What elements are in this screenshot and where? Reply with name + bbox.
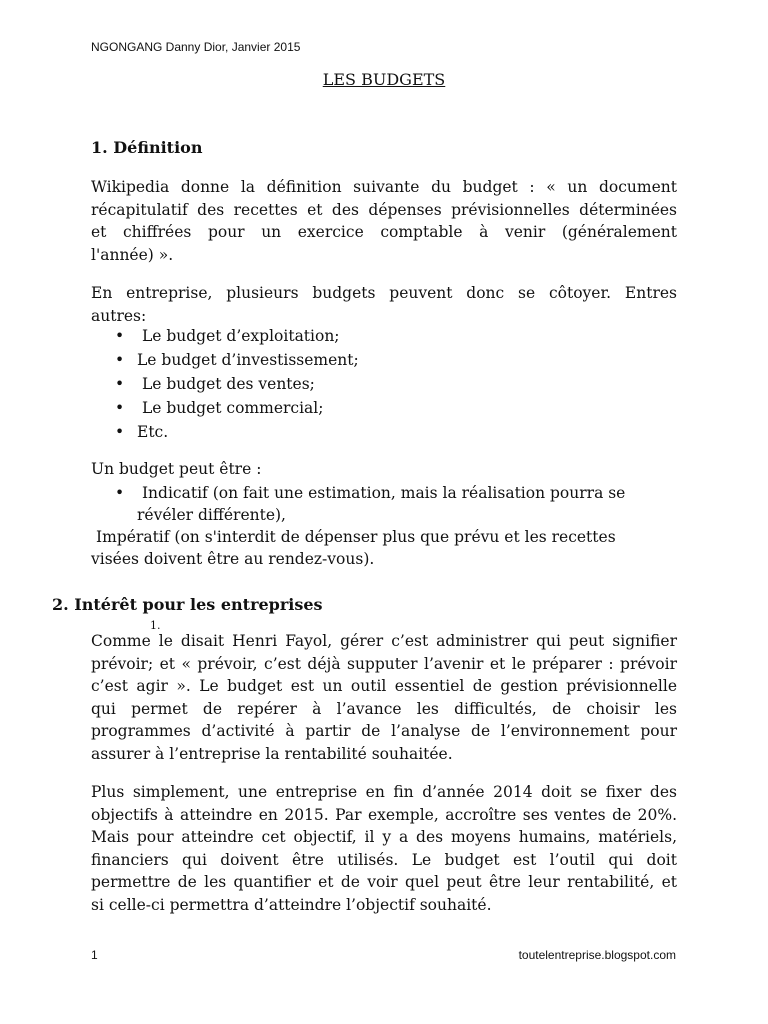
- text-line: Wikipedia donne la définition suivante du budget : « un document: [91, 178, 677, 196]
- page-title: LES BUDGETS: [322, 70, 446, 89]
- text-line: visées doivent être au rendez-vous).: [91, 550, 375, 568]
- text-line: et chiffrées pour un exercice comptable à venir (généralement: [91, 223, 677, 241]
- section-heading-interet: 2. Intérêt pour les entreprises: [52, 595, 323, 614]
- list-item: • Indicatif (on fait une estimation, mais la réalisation pourra se: [115, 484, 626, 502]
- list-item: • Le budget d’exploitation;: [115, 324, 359, 348]
- text-line: c’est agir ». Le budget est un outil essentiel de gestion prévisionnelle: [91, 677, 677, 695]
- list-item: • Le budget des ventes;: [115, 372, 359, 396]
- budget-nature-intro: [91, 458, 677, 481]
- footer-url: toutelentreprise.blogspot.com: [518, 948, 676, 962]
- list-item: • Le budget commercial;: [115, 396, 359, 420]
- text-line: qui permet de repérer à l’avance les difficultés, de choisir les: [91, 699, 677, 718]
- list-number: 1.: [150, 619, 161, 632]
- fayol-paragraph: [91, 630, 677, 765]
- bullet-icon: •: [115, 399, 125, 417]
- text-line: prévoir; et « prévoir, c’est déjà supputer l’avenir et le préparer : prévoir: [91, 654, 677, 673]
- example-paragraph: [91, 781, 677, 916]
- text-line: récapitulatif des recettes et des dépenses prévisionnelles déterminées: [91, 200, 677, 219]
- bullet-icon: •: [115, 375, 125, 393]
- text-line: l'année) ».: [91, 245, 174, 264]
- text-line: programmes d’activité à partir de l’analyse de l’environnement pour: [91, 722, 677, 740]
- text-line: financiers qui doivent être utilisés. Le budget est l’outil qui doit: [91, 850, 677, 869]
- text-line: Impératif (on s'interdit de dépenser plus que prévu et les recettes: [96, 528, 616, 546]
- text-line: autres:: [91, 306, 147, 325]
- list-item: • Etc.: [115, 420, 359, 444]
- budget-types-list: [115, 324, 359, 444]
- text-line: objectifs à atteindre en 2015. Par exemple, accroître ses ventes de 20%.: [91, 805, 677, 824]
- bullet-icon: •: [115, 423, 125, 441]
- text-line: assurer à l’entreprise la rentabilité souhaitée.: [91, 744, 453, 763]
- imperatif-paragraph: [96, 526, 682, 549]
- budgets-intro-paragraph: [91, 282, 677, 327]
- page-header: NGONGANG Danny Dior, Janvier 2015: [91, 40, 301, 54]
- definition-paragraph: [91, 176, 677, 266]
- text-line: si celle-ci permettra d’atteindre l’objectif souhaité.: [91, 895, 492, 914]
- imperatif-paragraph-cont: [91, 548, 677, 571]
- page-number: 1: [91, 948, 98, 962]
- bullet-icon: •: [115, 351, 125, 369]
- bullet-icon: •: [115, 327, 125, 345]
- text-line: Plus simplement, une entreprise en fin d’année 2014 doit se fixer des: [91, 783, 677, 801]
- list-item-continuation: révéler différente),: [137, 506, 286, 524]
- text-line: Un budget peut être :: [91, 460, 262, 478]
- text-line: Comme le disait Henri Fayol, gérer c’est administrer qui peut signifier: [91, 632, 677, 650]
- bullet-icon: •: [115, 484, 125, 502]
- indicatif-item: [115, 482, 625, 526]
- section-heading-definition: 1. Définition: [91, 138, 203, 157]
- text-line: En entreprise, plusieurs budgets peuvent donc se côtoyer. Entres: [91, 284, 677, 302]
- list-item: • Le budget d’investissement;: [115, 348, 359, 372]
- text-line: Mais pour atteindre cet objectif, il y a des moyens humains, matériels,: [91, 828, 677, 846]
- text-line: permettre de les quantifier et de voir quel peut être leur rentabilité, et: [91, 873, 677, 891]
